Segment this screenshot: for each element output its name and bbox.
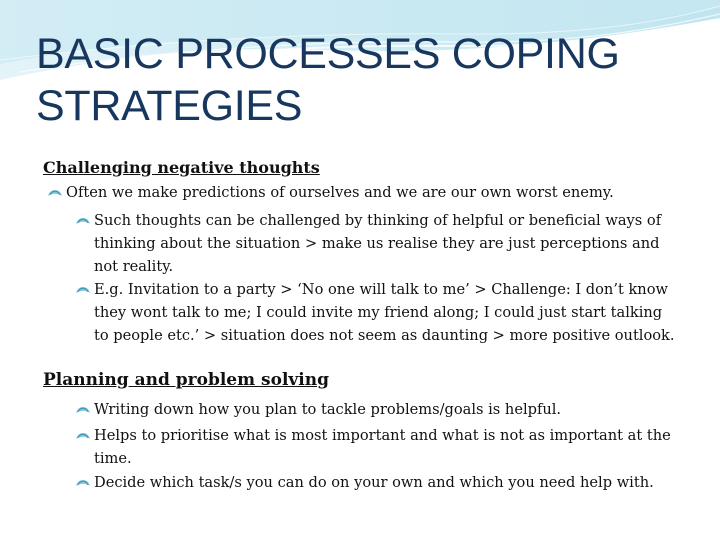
tulip-bullet-icon: [74, 429, 92, 441]
list-item: E.g. Invitation to a party > ‘No one will talk to me’ > Challenge: I don’t know they wont talk to me; I could invite my friend along; I could just start talking to people etc.’ > situation does not seem as daunting > more positive outlook.: [94, 281, 675, 344]
tulip-bullet-icon: [74, 476, 92, 488]
list-item: Such thoughts can be challenged by thinking of helpful or beneficial ways of thinking about the situation > make us realise they are just perceptions and not reality.: [94, 212, 662, 275]
tulip-bullet-icon: [74, 283, 92, 295]
list-item: Often we make predictions of ourselves and we are our own worst enemy.: [66, 184, 614, 201]
tulip-bullet-icon: [74, 403, 92, 415]
list-item: Helps to prioritise what is most important and what is not as important at the time.: [94, 427, 671, 467]
section-heading-planning: Planning and problem solving: [43, 370, 329, 390]
tulip-bullet-icon: [74, 214, 92, 226]
slide-title: BASIC PROCESSES COPING STRATEGIES: [36, 30, 620, 130]
section-heading-challenging: Challenging negative thoughts: [43, 158, 320, 177]
list-item: Writing down how you plan to tackle problems/goals is helpful.: [94, 401, 562, 418]
list-item: Decide which task/s you can do on your own and which you need help with.: [94, 474, 654, 491]
tulip-bullet-icon: [46, 186, 64, 198]
